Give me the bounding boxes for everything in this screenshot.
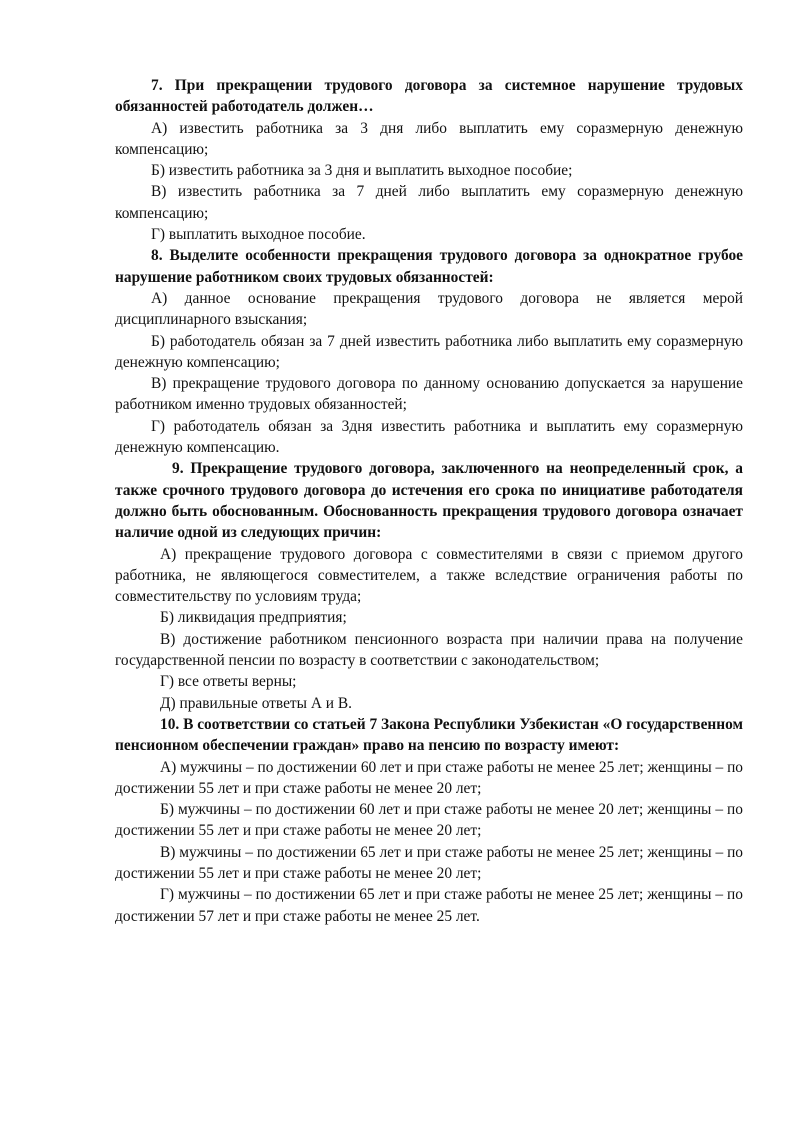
- question-9-option-e: Д) правильные ответы А и В.: [160, 694, 352, 712]
- question-10-option-d: Г) мужчины – по достижении 65 лет и при стаже работы не менее 25 лет; женщины – по достижении 57 лет и при стаже работы не менее 25 лет.: [115, 886, 743, 925]
- document-page: [115, 75, 743, 927]
- question-10-option-b: Б) мужчины – по достижении 60 лет и при стаже работы не менее 20 лет; женщины – по достижении 55 лет и при стаже работы не менее 20 лет;: [115, 801, 743, 840]
- question-7-option-b: Б) известить работника за 3 дня и выплатить выходное пособие;: [151, 162, 573, 180]
- question-10-option-a: А) мужчины – по достижении 60 лет и при стаже работы не менее 25 лет; женщины – по достижении 55 лет и при стаже работы не менее 20 лет;: [115, 758, 744, 797]
- question-8-option-d: Г) работодатель обязан за 3дня известить работника и выплатить ему соразмерную денежную компенсацию.: [115, 417, 743, 457]
- question-7-option-d: Г) выплатить выходное пособие.: [151, 226, 366, 244]
- question-9-option-d: Г) все ответы верны;: [160, 673, 297, 691]
- question-8-text: 8. Выделите особенности прекращения трудового договора за однократное грубое нарушение работником своих трудовых обязанностей:: [115, 247, 743, 286]
- question-10-text: 10. В соответствии со статьей 7 Закона Республики Узбекистан «О государственном пенсионном обеспечении граждан» право на пенсию по возрасту имеют:: [115, 715, 744, 755]
- question-8-option-b: Б) работодатель обязан за 7 дней известить работника либо выплатить ему соразмерную денежную компенсацию;: [115, 332, 743, 371]
- question-9-text: 9. Прекращение трудового договора, заключенного на неопределенный срок, а также срочного трудового договора до истечения его срока по инициативе работодателя должно быть обоснованным. Обоснованность прекращения трудового договора означает наличие одной из следующих причин:: [115, 460, 743, 542]
- question-9-option-a: А) прекращение трудового договора с совместителями в связи с приемом другого работника, не являющегося совместителем, а также вследствие ограничения работы по совместительству по условиям труда;: [115, 545, 743, 606]
- question-7-option-c: В) известить работника за 7 дней либо выплатить ему соразмерную денежную компенсацию;: [115, 183, 743, 222]
- question-7-option-a: А) известить работника за 3 дня либо выплатить ему соразмерную денежную компенсацию;: [115, 119, 743, 158]
- question-8-option-c: В) прекращение трудового договора по данному основанию допускается за нарушение работником именно трудовых обязанностей;: [115, 375, 743, 414]
- question-9-option-c: В) достижение работником пенсионного возраста при наличии права на получение государственной пенсии по возрасту в соответствии с законодательством;: [115, 630, 743, 670]
- question-7-text: 7. При прекращении трудового договора за системное нарушение трудовых обязанностей работодатель должен…: [115, 77, 743, 116]
- question-9-option-b: Б) ликвидация предприятия;: [160, 609, 347, 627]
- question-8-option-a: А) данное основание прекращения трудового договора не является мерой дисциплинарного взыскания;: [115, 289, 743, 329]
- question-10-option-c: В) мужчины – по достижении 65 лет и при стаже работы не менее 25 лет; женщины – по достижении 55 лет и при стаже работы не менее 20 лет;: [115, 843, 743, 882]
